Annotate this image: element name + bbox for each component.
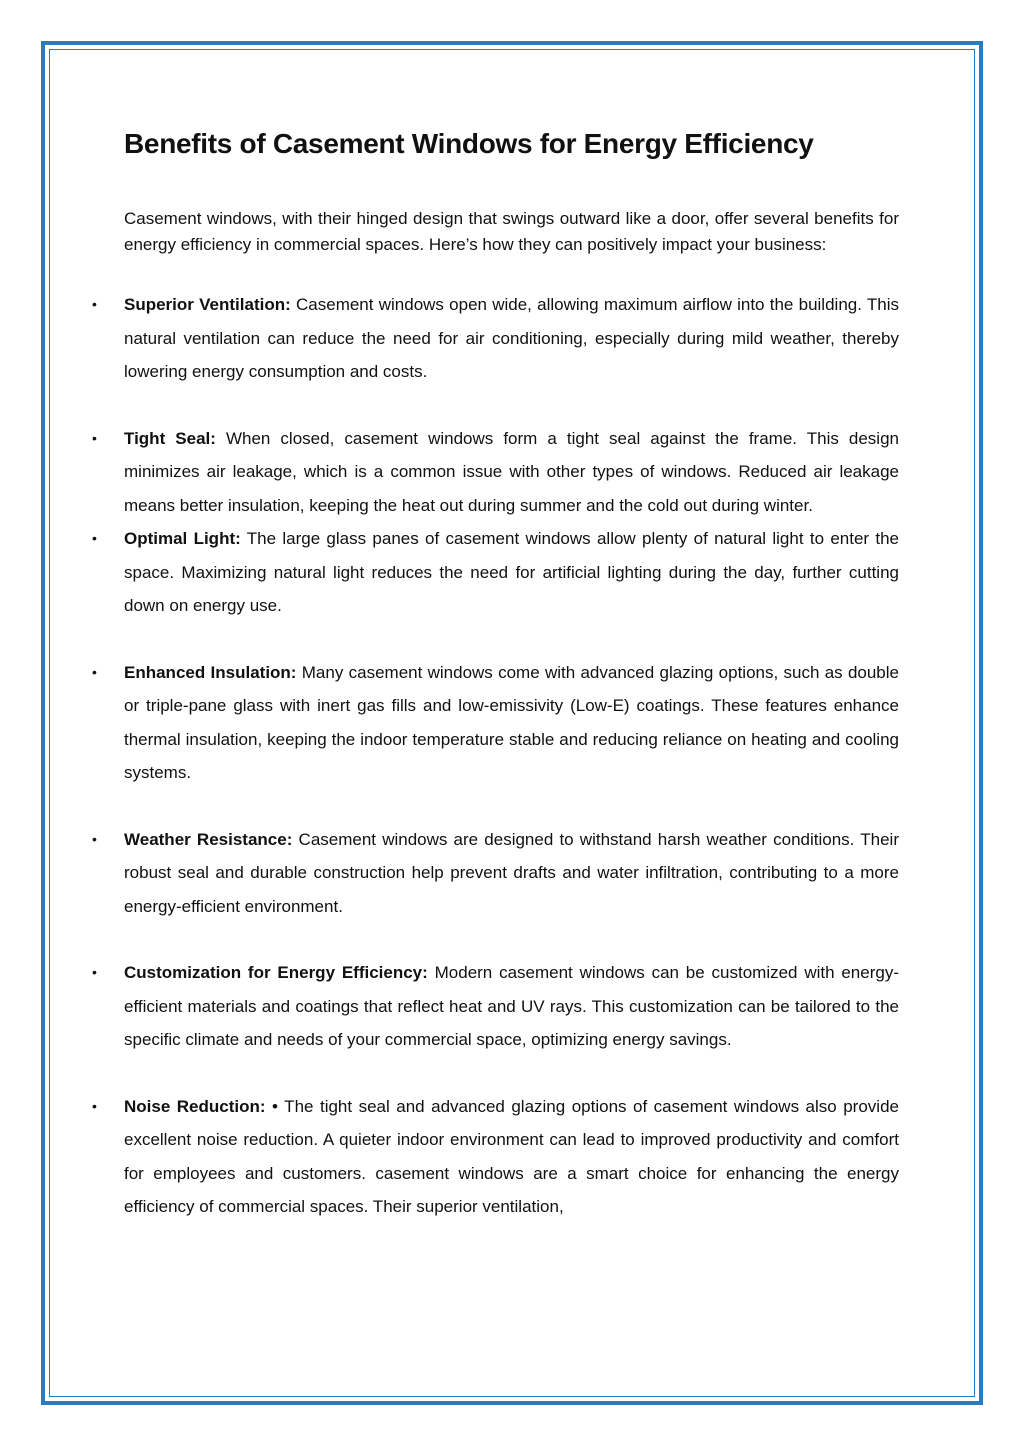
bullet-icon: • — [92, 964, 97, 980]
list-item-term: Optimal Light: — [124, 529, 241, 548]
list-item-text: The large glass panes of casement windows allow plenty of natural light to enter the space. Maximizing natural light reduces the need for artificial lighting during the day, further cutting down on energy use. — [124, 529, 899, 615]
list-item — [92, 288, 899, 389]
list-item-term: Weather Resistance: — [124, 829, 293, 849]
list-item — [92, 956, 899, 1057]
list-item-term: Tight Seal: — [124, 428, 216, 448]
list-item-term: Customization for Energy Efficiency: — [124, 963, 428, 982]
list-item — [92, 522, 899, 623]
list-item-term: Noise Reduction: — [124, 1096, 266, 1116]
benefits-list — [92, 288, 899, 1224]
document-title: Benefits of Casement Windows for Energy Efficiency — [124, 128, 814, 159]
list-item — [92, 656, 899, 790]
list-item — [92, 422, 899, 523]
document-body — [92, 124, 899, 1224]
bullet-icon: • — [92, 296, 97, 312]
list-item-text: • The tight seal and advanced glazing options of casement windows also provide excellent noise reduction. A quieter indoor environment can lead to improved productivity and comfort for employees and customers. casement windows are a smart choice for enhancing the energy efficiency of commercial spaces. Their superior ventilation, — [124, 1096, 899, 1216]
list-item-term: Superior Ventilation: — [124, 295, 291, 314]
intro-paragraph: Casement windows, with their hinged design that swings outward like a door, offer several benefits for energy efficiency in commercial spaces. Here’s how they can positively impact your business: — [124, 209, 899, 254]
list-item-text: Many casement windows come with advanced glazing options, such as double or triple-pane glass with inert gas fills and low-emissivity (Low-E) coatings. These features enhance thermal insulation, keeping the indoor temperature stable and reducing reliance on heating and cooling systems. — [124, 662, 899, 782]
bullet-icon: • — [92, 429, 97, 446]
list-item-text: Modern casement windows can be customized with energy-efficient materials and coatings that reflect heat and UV rays. This customization can be tailored to the specific climate and needs of your commercial space, optimizing energy savings. — [124, 963, 899, 1049]
list-item-term: Enhanced Insulation: — [124, 662, 297, 682]
bullet-icon: • — [92, 830, 97, 847]
bullet-icon: • — [92, 1097, 97, 1114]
list-item — [92, 1090, 899, 1224]
list-item-text: Casement windows open wide, allowing maximum airflow into the building. This natural ventilation can reduce the need for air conditioning, especially during mild weather, thereby lowering energy consumption and costs. — [124, 295, 899, 381]
bullet-icon: • — [92, 663, 97, 680]
list-item-text: When closed, casement windows form a tight seal against the frame. This design minimizes air leakage, which is a common issue with other types of windows. Reduced air leakage means better insulation, keeping the heat out during summer and the cold out during winter. — [124, 428, 899, 515]
list-item — [92, 823, 899, 924]
bullet-icon: • — [92, 530, 97, 546]
list-item-text: Casement windows are designed to withstand harsh weather conditions. Their robust seal and durable construction help prevent drafts and water infiltration, contributing to a more energy-efficient environment. — [124, 829, 899, 916]
